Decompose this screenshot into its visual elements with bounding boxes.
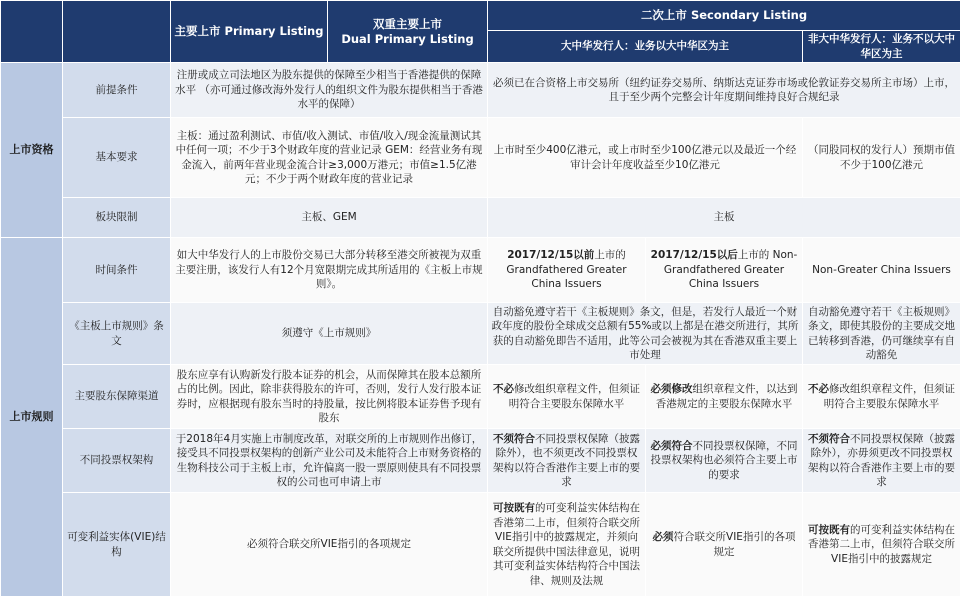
category-listing-qualification: 上市资格	[1, 63, 63, 238]
timing-non-grandfathered-date: 2017/12/15以后	[650, 249, 738, 262]
row-label-shareholder-protection: 主要股东保障渠道	[63, 365, 171, 429]
rules-clause-primary: 须遵守《上市规则》	[171, 303, 488, 365]
timing-non-grandfathered	[646, 238, 803, 303]
protection-grandfathered-text: 修改组织章程文件，但须证明符合主要股东保障水平	[508, 383, 640, 410]
row-label-wvr: 不同投票权架构	[63, 429, 171, 493]
protection-grandfathered	[488, 365, 646, 429]
vie-grandfathered	[488, 493, 646, 597]
precondition-secondary: 必须已在合资格上市交易所（纽约证券交易所、纳斯达克证券市场或伦敦证券交易所主市场）上市，且于至少两个完整会计年度期间维持良好合规纪录	[488, 63, 960, 118]
vie-grandfathered-bold: 可按既有	[493, 502, 535, 514]
wvr-primary: 于2018年4月实施上市制度改革，对联交所的上市规则作出修订，接受具不同投票权架构的创新产业公司及未能符合上市财务资格的生物科技公司于主板上市，允许偏离一股一票原则使具有不同投票权的公司也可申请上市	[171, 429, 488, 493]
vie-non-grandfathered-bold: 必须	[652, 531, 674, 543]
timing-non-grandfathered-suffix: 上市的 Non-Grandfathered Greater China Issuers	[663, 249, 798, 291]
vie-non-grandfathered	[646, 493, 803, 597]
wvr-non-greater-china	[803, 429, 960, 493]
category-listing-rules: 上市规则	[1, 238, 63, 597]
wvr-non-greater-china-text: 不同投票权保障（披露除外），亦毋须更改不同投票权架构以符合香港作主要上市的要求	[808, 432, 956, 488]
precondition-primary: 注册或成立司法地区为股东提供的保障至少相当于香港提供的保障水平 （亦可通过修改海外发行人的组织文件为股东提供相当于香港水平的保障）	[171, 63, 488, 118]
protection-non-greater-china-bold: 不必	[808, 383, 830, 395]
protection-primary: 股东应享有认购新发行股本证券的机会，从而保障其在股本总额所占的比例。因此，除非获得股东的许可，否则，发行人发行股本证券时，应根据现有股东当时的持股量，按比例将股本证券售予现有股东	[171, 365, 488, 429]
timing-grandfathered-suffix: 上市的	[594, 249, 626, 262]
header-dual-primary-listing	[328, 1, 488, 63]
protection-non-grandfathered-bold: 必须修改	[650, 383, 693, 395]
header-primary-listing: 主要上市 Primary Listing	[171, 1, 328, 63]
wvr-non-greater-china-bold: 不须符合	[808, 432, 851, 445]
board-restriction-primary: 主板、GEM	[171, 198, 488, 238]
protection-grandfathered-bold: 不必	[493, 383, 514, 395]
row-label-basic-requirements: 基本要求	[63, 118, 171, 198]
header-blank-1	[1, 1, 63, 63]
wvr-grandfathered-bold: 不须符合	[493, 432, 535, 445]
timing-grandfathered-en: Grandfathered Greater China Issuers	[506, 263, 627, 291]
row-label-board-restriction: 板块限制	[63, 198, 171, 238]
header-blank-2	[63, 1, 171, 63]
row-label-precondition: 前提条件	[63, 63, 171, 118]
header-secondary-listing: 二次上市 Secondary Listing	[488, 1, 960, 31]
protection-non-greater-china-text: 修改组织章程文件，但须证明符合主要股东保障水平	[823, 383, 956, 410]
timing-primary: 如大中华发行人的上市股份交易已大部分转移至港交所被视为双重主要注册，该发行人有12个月宽限期完成其所适用的《主板上市规则》。	[171, 238, 488, 303]
wvr-non-grandfathered-text: 不同投票权保障，不同投票权架构也必须符合主要上市的要求	[650, 439, 798, 481]
basic-requirements-primary: 主板：通过盈利测试、市值/收入测试、市值/收入/现金流量测试其中任何一项；不少于3个财政年度的营业记录 GEM：经营业务有现金流入，前两年营业现金流合计≥3,000万港元；市值≥1.5亿港元；不少于两个财政年度的营业记录	[171, 118, 488, 198]
row-label-timing: 时间条件	[63, 238, 171, 303]
vie-non-greater-china	[803, 493, 960, 597]
protection-non-greater-china	[803, 365, 960, 429]
header-non-greater-china-issuer: 非大中华发行人：业务不以大中华区为主	[803, 31, 960, 63]
vie-non-greater-china-bold: 可按既有	[808, 523, 851, 536]
basic-requirements-greater-china: 上市时至少400亿港元，或上市时至少100亿港元以及最近一个经审计会计年度收益至少10亿港元	[488, 118, 803, 198]
timing-non-greater-china: Non-Greater China Issuers	[803, 238, 960, 303]
board-restriction-secondary: 主板	[488, 198, 960, 238]
timing-grandfathered	[488, 238, 646, 303]
rules-clause-non-greater-china: 自动豁免遵守若干《主板规则》条文，即使其股份的主要成交地已转移到香港，仍可继续享有自动豁免	[803, 303, 960, 365]
row-label-vie: 可变利益实体(VIE)结构	[63, 493, 171, 597]
wvr-non-grandfathered	[646, 429, 803, 493]
wvr-grandfathered	[488, 429, 646, 493]
row-label-rules-clause: 《主板上市规则》条文	[63, 303, 171, 365]
vie-non-grandfathered-text: 符合联交所VIE指引的各项规定	[673, 531, 796, 558]
wvr-grandfathered-text: 不同投票权保障（披露除外），也不须更改不同投票权架构以符合香港作主要上市的要求	[493, 432, 640, 488]
protection-non-grandfathered	[646, 365, 803, 429]
header-dual-primary-cn: 双重主要上市	[373, 17, 442, 31]
header-dual-primary-en: Dual Primary Listing	[341, 31, 474, 46]
protection-non-grandfathered-text: 组织章程文件，以达到香港规定的主要股东保障水平	[655, 383, 798, 410]
vie-primary: 必须符合联交所VIE指引的各项规定	[171, 493, 488, 597]
vie-non-greater-china-text: 的可变利益实体结构在香港第二上市，但须符合联交所VIE指引中的披露规定	[808, 523, 956, 565]
vie-grandfathered-text: 的可变利益实体结构在香港第二上市，但须符合联交所VIE指引中的披露规定，并须向联交所提供中国法律意见，说明其可变利益实体结构符合中国法律、规则及法规	[493, 502, 640, 587]
wvr-non-grandfathered-bold: 必须符合	[650, 439, 693, 452]
basic-requirements-non-greater-china: （同股同权的发行人）预期市值不少于100亿港元	[803, 118, 960, 198]
rules-clause-greater-china: 自动豁免遵守若干《主板规则》条文，但是，若发行人最近一个财政年度的股份全球成交总额有55%或以上都是在港交所进行，其所获的自动豁免即告不适用，此等公司会被视为其在香港双重主要上市处理	[488, 303, 803, 365]
header-greater-china-issuer: 大中华发行人：业务以大中华区为主	[488, 31, 803, 63]
timing-grandfathered-date: 2017/12/15以前	[507, 249, 595, 262]
